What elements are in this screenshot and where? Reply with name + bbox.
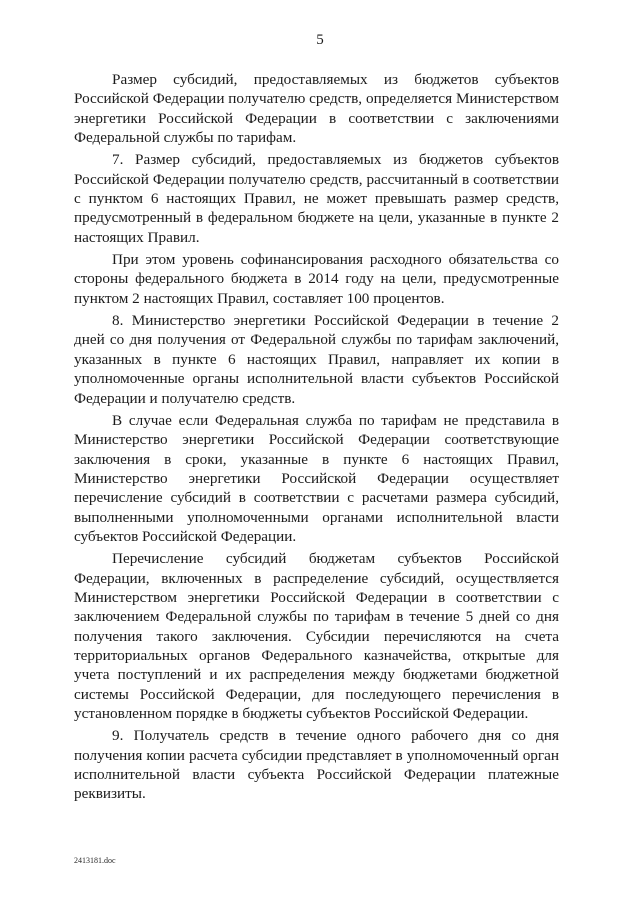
document-body — [74, 70, 559, 807]
paragraph-clause-7: 7. Размер субсидий, предоставляемых из бюджетов субъектов Российской Федерации получателю средств, рассчитанный в соответствии с пунктом 6 настоящих Правил, не может превышать размер средств, предусмотренный в федеральном бюджете на цели, указанные в пункте 2 настоящих Правил. — [74, 151, 559, 246]
paragraph-fst-no-conclusion: В случае если Федеральная служба по тарифам не представила в Министерство энергетики Российской Федерации соответствующие заключения в сроки, указанные в пункте 6 настоящих Правил, Министерство энергетики Российской Федерации осуществляет перечисление субсидий в соответствии с расчетами размера субсидий, выполненными уполномоченными органами исполнительной власти субъектов Российской Федерации. — [74, 411, 559, 545]
paragraph-subsidy-transfer: Перечисление субсидий бюджетам субъектов Российской Федерации, включенных в распределение субсидий, осуществляется Министерством энергетики Российской Федерации в соответствии с заключением Федеральной службы по тарифам в течение 5 дней со дня получения такого заключения. Субсидии перечисляются на счета территориальных органов Федерального казначейства, открытые для учета поступлений и их распределения между бюджетами бюджетной системы Российской Федерации, для последующего перечисления в установленном порядке в бюджеты субъектов Российской Федерации. — [74, 550, 559, 722]
paragraph-cofinancing-level: При этом уровень софинансирования расходного обязательства со стороны федерального бюджета в 2014 году на цели, предусмотренные пунктом 2 настоящих Правил, составляет 100 процентов. — [74, 251, 559, 307]
page-number: 5 — [316, 32, 324, 48]
footer-doc-id: 2413181.doc — [74, 856, 116, 865]
paragraph-subsidy-amount: Размер субсидий, предоставляемых из бюджетов субъектов Российской Федерации получателю средств, определяется Министерством энергетики Российской Федерации в соответствии с заключениями Федеральной службы по тарифам. — [74, 71, 559, 147]
paragraph-clause-9: 9. Получатель средств в течение одного рабочего дня со дня получения копии расчета субсидии представляет в уполномоченный орган исполнительной власти субъекта Российской Федерации платежные реквизиты. — [74, 727, 559, 803]
paragraph-clause-8: 8. Министерство энергетики Российской Федерации в течение 2 дней со дня получения от Федеральной службы по тарифам заключений, указанных в пункте 6 настоящих Правил, направляет их копии в уполномоченные органы исполнительной власти субъектов Российской Федерации и получателю средств. — [74, 312, 559, 407]
